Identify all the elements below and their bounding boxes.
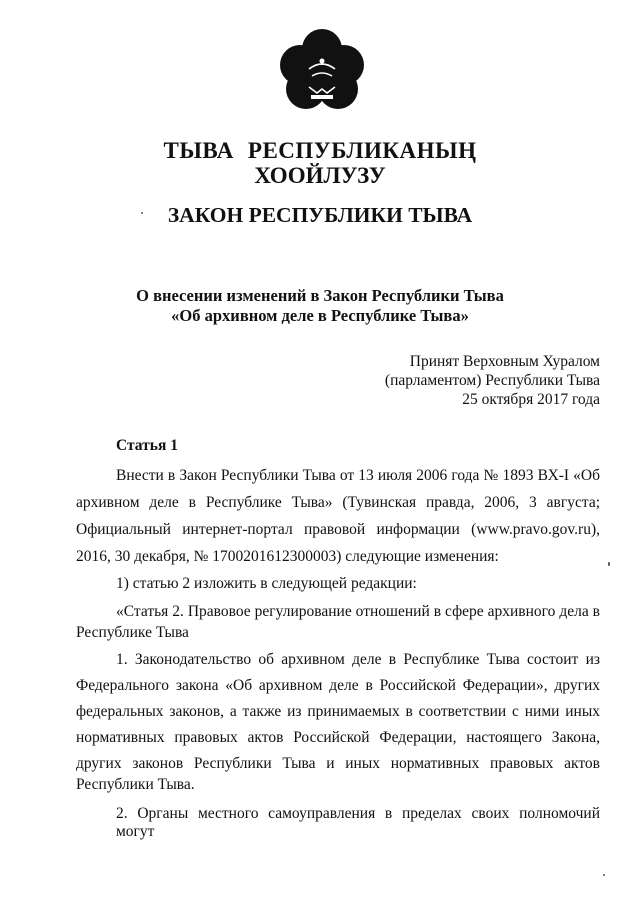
adoption-line-2: (парламентом) Республики Тыва bbox=[384, 372, 600, 389]
p5-line-1: 2. Органы местного самоуправления в пределах своих полномочий могут bbox=[116, 805, 600, 840]
p4-line-6: Республики Тыва. bbox=[76, 776, 195, 793]
header-title-tuvan bbox=[0, 138, 640, 164]
subject-line-2: «Об архивном деле в Республике Тыва» bbox=[171, 306, 469, 325]
header-word-respublikanyn: РЕСПУБЛИКАНЫҢ bbox=[247, 138, 477, 163]
p4-line-3: федеральных законов, а также из принимаемых в соответствии с ними иных bbox=[76, 703, 600, 720]
p4-line-2: Федерального закона «Об архивном деле в Российской Федерации», других bbox=[76, 677, 600, 694]
p4-line-4: нормативных правовых актов Российской Федерации, настоящего Закона, bbox=[76, 729, 600, 746]
p3-line-1: «Статья 2. Правовое регулирование отношений в сфере архивного дела в bbox=[116, 603, 600, 620]
p1-line-3: Официальный интернет-портал правовой информации (www.pravo.gov.ru), bbox=[76, 521, 600, 538]
scan-speck bbox=[603, 874, 605, 876]
p1-line-1: Внести в Закон Республики Тыва от 13 июля 2006 года № 1893 ВХ-I «Об bbox=[116, 467, 600, 484]
adoption-line-1: Принят Верховным Хуралом bbox=[409, 353, 600, 370]
adoption-block bbox=[300, 352, 600, 409]
scan-speck bbox=[141, 212, 143, 214]
tuva-emblem-icon bbox=[279, 27, 365, 113]
header-title-khoiluzu: ХООЙЛУЗУ bbox=[254, 163, 386, 188]
p3-line-2: Республике Тыва bbox=[76, 624, 189, 641]
p1-line-2: архивном деле в Республике Тыва» (Тувинская правда, 2006, 3 августа; bbox=[76, 494, 600, 511]
p4-line-1: 1. Законодательство об архивном деле в Республике Тыва состоит из bbox=[116, 651, 600, 668]
p1-line-4: 2016, 30 декабря, № 1700201612300003) следующие изменения: bbox=[76, 548, 499, 565]
law-title: ЗАКОН РЕСПУБЛИКИ ТЫВА bbox=[167, 203, 473, 227]
p4-line-5: других законов Республики Тыва и иных нормативных правовых актов bbox=[76, 755, 600, 772]
scan-speck bbox=[608, 562, 610, 566]
subject-line-1: О внесении изменений в Закон Республики Тыва bbox=[136, 286, 504, 305]
p2-line-1: 1) статью 2 изложить в следующей редакции: bbox=[116, 575, 417, 592]
article-heading: Статья 1 bbox=[116, 437, 178, 454]
adoption-line-3: 25 октября 2017 года bbox=[462, 391, 600, 408]
header-word-tyva: ТЫВА bbox=[163, 138, 234, 163]
